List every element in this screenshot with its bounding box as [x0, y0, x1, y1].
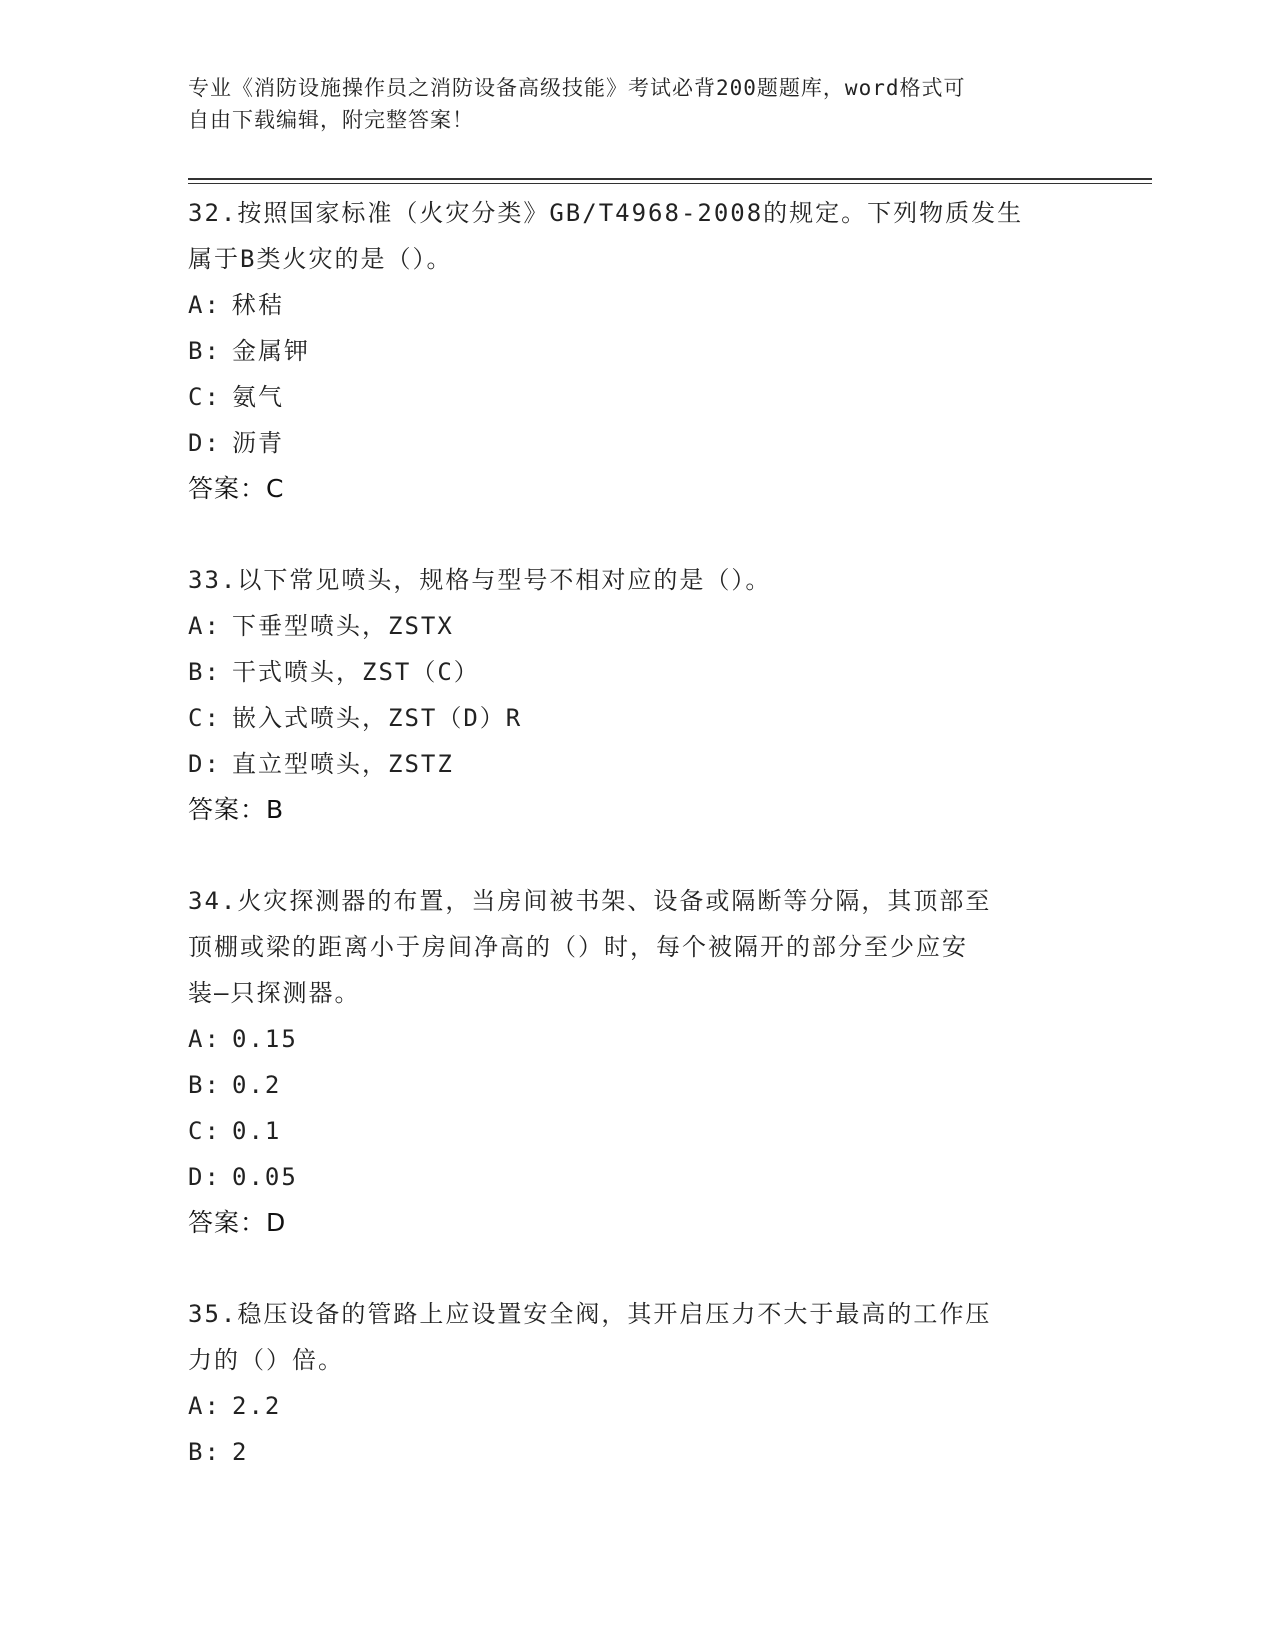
answer-text: 答案：B: [188, 795, 285, 824]
option-b: [188, 1429, 1088, 1475]
option-key: B:: [188, 1071, 221, 1099]
option-b: [188, 328, 1088, 374]
option-value: 下垂型喷头，ZSTX: [232, 612, 454, 640]
option-key: D:: [188, 1163, 221, 1191]
option-value: 氨气: [232, 383, 284, 411]
answer-text: 答案：D: [188, 1208, 287, 1237]
option-a: [188, 1016, 1088, 1062]
option-value: 金属钾: [232, 337, 310, 365]
document-header: [188, 72, 1088, 136]
option-a: [188, 603, 1088, 649]
option-value: 直立型喷头，ZSTZ: [232, 750, 454, 778]
option-d: [188, 420, 1088, 466]
question-item: [188, 878, 1088, 1246]
option-b: [188, 649, 1088, 695]
option-value: 2.2: [232, 1392, 282, 1420]
option-key: A:: [188, 1025, 221, 1053]
option-key: D:: [188, 750, 221, 778]
answer-text: 答案：C: [188, 474, 285, 503]
question-text-line: 属于B类火灾的是（）。: [188, 245, 453, 273]
option-d: [188, 741, 1088, 787]
option-key: C:: [188, 1117, 221, 1145]
header-line-2: 自由下载编辑，附完整答案！: [188, 108, 474, 132]
option-value: 沥青: [232, 429, 284, 457]
question-item: [188, 557, 1088, 833]
option-key: A:: [188, 1392, 221, 1420]
option-key: B:: [188, 658, 221, 686]
option-c: [188, 695, 1088, 741]
question-item: [188, 190, 1088, 512]
question-text-line: 32.按照国家标准（火灾分类》GB/T4968-2008的规定。下列物质发生: [188, 199, 1024, 227]
option-value: 秫秸: [232, 291, 284, 319]
question-text-line: 装—只探测器。: [188, 979, 361, 1007]
header-line-1: 专业《消防设施操作员之消防设备高级技能》考试必背200题题库，word格式可: [188, 76, 966, 100]
option-value: 0.2: [232, 1071, 282, 1099]
question-item: [188, 1291, 1088, 1475]
option-a: [188, 1383, 1088, 1429]
option-value: 0.15: [232, 1025, 298, 1053]
question-text-line: 顶棚或梁的距离小于房间净高的（）时，每个被隔开的部分至少应安: [188, 933, 968, 961]
option-key: C:: [188, 383, 221, 411]
option-value: 嵌入式喷头，ZST（D）R: [232, 704, 523, 732]
option-d: [188, 1154, 1088, 1200]
option-key: A:: [188, 612, 221, 640]
option-value: 0.05: [232, 1163, 298, 1191]
option-value: 干式喷头，ZST（C）: [232, 658, 480, 686]
header-divider-thick: [188, 178, 1152, 180]
question-text-line: 34.火灾探测器的布置，当房间被书架、设备或隔断等分隔，其顶部至: [188, 887, 992, 915]
option-key: B:: [188, 337, 221, 365]
question-text-line: 力的（）倍。: [188, 1346, 344, 1374]
question-text-line: 35.稳压设备的管路上应设置安全阀，其开启压力不大于最高的工作压: [188, 1300, 992, 1328]
option-b: [188, 1062, 1088, 1108]
option-c: [188, 374, 1088, 420]
question-text-line: 33.以下常见喷头，规格与型号不相对应的是（）。: [188, 566, 772, 594]
option-value: 2: [232, 1438, 249, 1466]
option-key: D:: [188, 429, 221, 457]
question-list: [188, 190, 1088, 1520]
header-divider-thin: [188, 183, 1152, 184]
option-key: A:: [188, 291, 221, 319]
option-key: B:: [188, 1438, 221, 1466]
option-c: [188, 1108, 1088, 1154]
option-a: [188, 282, 1088, 328]
option-key: C:: [188, 704, 221, 732]
option-value: 0.1: [232, 1117, 282, 1145]
